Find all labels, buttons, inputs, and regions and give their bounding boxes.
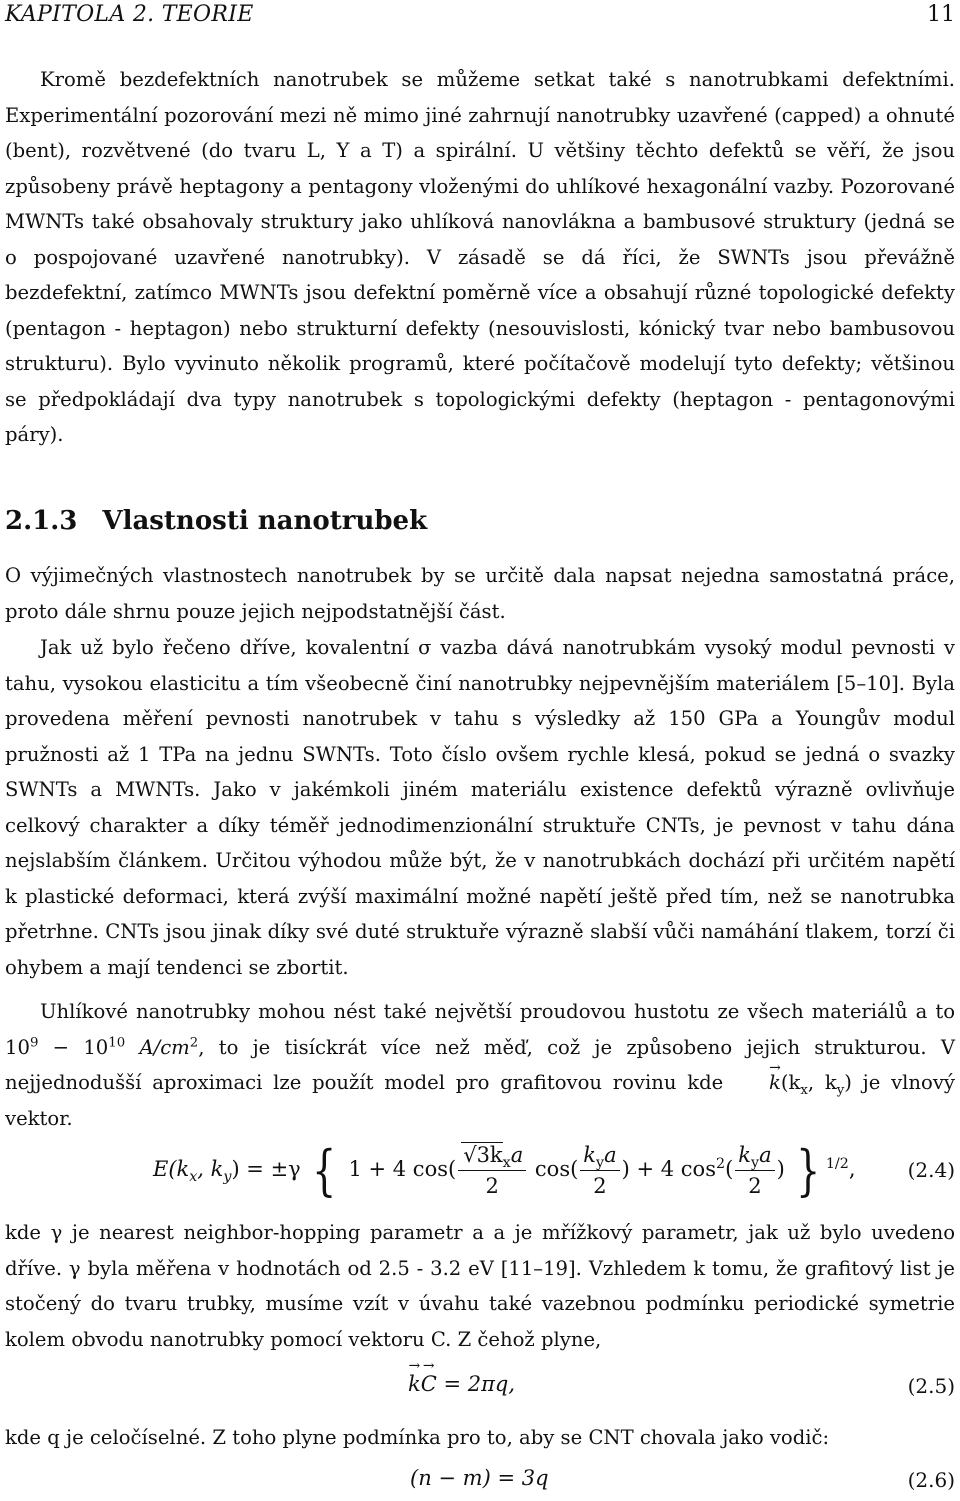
fraction: $\frac{k_ya}{2}$ <box>735 1140 774 1201</box>
equation-body: $E(k_x$, $k_y) = \pm\gamma$ { 1 + 4 cos( $\frac{√3k_xa}{2}$ cos( $\frac{k_ya}{2}$ ) + 4 $\cos^2$( $\frac{k_ya}{2}$ ) } $^{1/2}$, <box>153 1138 856 1202</box>
paragraph-gamma: kde γ je nearest neighbor-hopping parametr a a je mřížkový parametr, jak už bylo uvedeno dříve. γ byla měřena v hodnotách od 2.5 - 3.2 eV [11–19]. Vzhledem k tomu, že grafitový list je stočený do tvaru trubky, musíme vzít v úvahu také vazebnou podmínku periodické symetrie kolem obvodu nanotrubky pomocí vektoru C. Z čehož plyne, <box>5 1221 955 1351</box>
equation-2-6 <box>5 1466 955 1500</box>
fraction: $\frac{k_ya}{2}$ <box>580 1140 619 1201</box>
section-number: 2.1.3 <box>5 506 78 536</box>
equation-number: (2.4) <box>907 1158 955 1182</box>
right-brace: } <box>796 1138 821 1202</box>
paragraph-current-density: Uhlíkové nanotrubky mohou nést také největší proudovou hustotu ze všech materiálů a to $10^9 - 10^{10}$ $A/cm^2$, to je tisíckrát více než měď, což je způsobeno jejich strukturou. V nejjednodušší aproximaci lze použít model pro grafitovou rovinu kde → $k(k_x$, $k_y$) je vlnový vektor. <box>5 994 955 1136</box>
equation-2-5 <box>5 1372 955 1412</box>
vector-k: → k <box>734 1065 781 1101</box>
page-number: 11 <box>927 2 955 27</box>
section-title: Vlastnosti nanotrubek <box>102 506 428 536</box>
fraction: $\frac{√3k_xa}{2}$ <box>458 1140 526 1201</box>
section-heading <box>5 501 955 541</box>
chapter-header: KAPITOLA 2. TEORIE <box>5 2 254 27</box>
equation-2-4 <box>5 1140 955 1210</box>
left-brace: { <box>312 1138 337 1202</box>
paragraph-mechanical: Jak už bylo řečeno dříve, kovalentní σ vazba dává nanotrubkám vysoký modul pevnosti v tahu, vysokou elasticitu a tím všeobecně činí nanotrubky nejpevnějším materiálem [5–10]. Byla provedena měření pevnosti nanotrubek v tahu s výsledky až 150 GPa a Youngův modul pružnosti až 1 TPa na jednu SWNTs. Toto číslo ovšem rychle klesá, pokud se jedná o svazky SWNTs a MWNTs. Jako v jakémkoli jiném materiálu existence defektů výrazně ovlivňuje celkový charakter a díky téměř jednodimenzionální struktuře CNTs, je pevnost v tahu dána nejslabším článkem. Určitou výhodou může být, že v nanotrubkách dochází při určitém napětí k plastické deformaci, která zvýší maximální možné napětí ještě před tím, než se nanotrubka přetrhne. CNTs jsou jinak díky své duté struktuře výrazně slabší vůči namáhání tlakem, torzí či ohybem a mají tendenci se zbortit. <box>5 636 955 979</box>
equation-body: → k→ C = 2πq, <box>408 1372 515 1396</box>
exponent: 1/2 <box>825 1156 849 1172</box>
equation-number: (2.5) <box>907 1374 955 1398</box>
paragraph-conductor: kde q je celočíselné. Z toho plyne podmínka pro to, aby se CNT chovala jako vodič: <box>5 1426 830 1449</box>
equation-body: (n − m) = 3q <box>410 1466 549 1490</box>
paragraph-defects: Kromě bezdefektních nanotrubek se můžeme setkat také s nanotrubkami defektními. Experimentální pozorování mezi ně mimo jiné zahrnují nanotrubky uzavřené (capped) a ohnuté (bent), rozvětvené (do tvaru L, Y a T) a spirální. U většiny těchto defektů se věří, že jsou způsobeny právě heptagony a pentagony vloženými do uhlíkové hexagonální vazby. Pozorované MWNTs také obsahovaly struktury jako uhlíková nanovlákna a bambusové struktury (jedná se o pospojované uzavřené nanotrubky). V zásadě se dá říci, že SWNTs jsou převážně bezdefektní, zatímco MWNTs jsou defektní poměrně více a obsahují různé topologické defekty (pentagon - heptagon) nebo strukturní defekty (nesouvislosti, kónický tvar nebo bambusovou strukturu). Bylo vyvinuto několik programů, které počítačově modelují tyto defekty; většinou se předpokládají dva typy nanotrubek s topologickými defekty (heptagon - pentagonovými páry). <box>5 68 955 446</box>
paragraph-intro: O výjimečných vlastnostech nanotrubek by se určitě dala napsat nejedna samostatná práce, proto dále shrnu pouze jejich nejpodstatnější část. <box>5 564 955 623</box>
equation-number: (2.6) <box>907 1468 955 1492</box>
running-header <box>5 0 955 30</box>
